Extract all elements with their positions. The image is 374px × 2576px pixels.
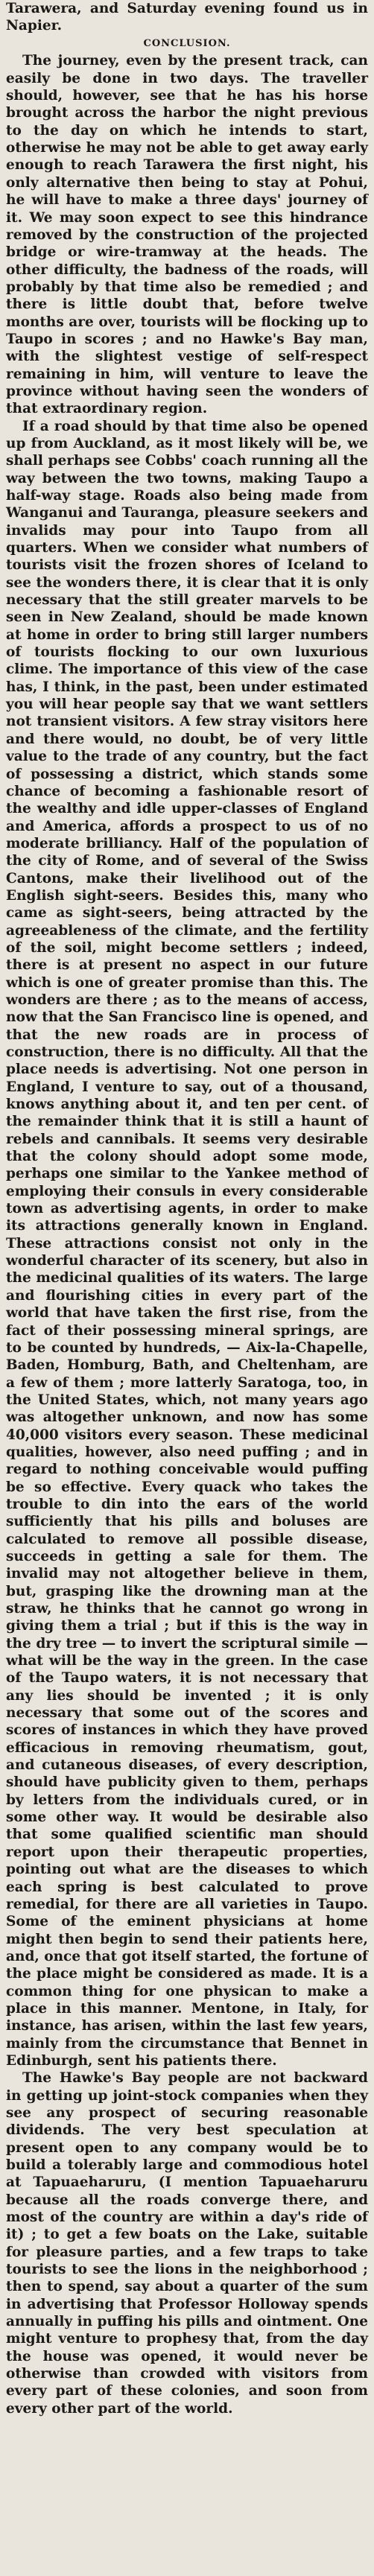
paragraph-3: The Hawke's Bay people are not backward in getting up joint-stock companies when they see any prospect of securing reasonable dividends. The very best speculation at present open to any company would be to build a tolerably large and commodious hotel at Tapuaeharuru, (I mention Tapuaeharuru because all the roads converge there, and most of the country are within a day's ride of it) ; to get a few boats on the Lake, suitable for pleasure parties, and a few traps to take tourists to see the lions in the neighborhood ; then to spend, say about a quarter of the sum in advertising that Professor Holloway spends annually in puffing his pills and ointment. One might venture to prophesy that, from the day the house was opened, it would never be otherwise than crowded with visitors from every part of these colonies, and soon from every other part of the world. xyxy=(6,2070,368,2417)
section-heading: CONCLUSION. xyxy=(143,38,231,50)
paragraph-1: The journey, even by the present track, can easily be done in two days. The traveller should, however, see that he has his horse brought across the harbor the night previous to the day on which he intends to start, otherwise he may not be able to get away early enough to reach Tarawera the first night, his only alternative then being to stay at Pohui, he will have to make a three days' journey of it. We may soon expect to see this hindrance removed by the construction of the projected bridge or wire-tramway at the heads. The other difficulty, the badness of the roads, will probably by that time also be remedied ; and there is little doubt that, before twelve months are over, tourists will be flocking up to Taupo in scores ; and no Hawke's Bay man, with the slightest vestige of self-respect remaining in him, will venture to leave the province without having seen the wonders of that extraordinary region. xyxy=(6,53,368,417)
lead-text: Tarawera, and Saturday evening found us in Napier. xyxy=(6,1,368,34)
paragraph-2: If a road should by that time also be opened up from Auckland, as it most likely will be, we shall perhaps see Cobbs' coach running all the way between the two towns, making Taupo a half-way stage. Roads also being made from Wanganui and Tauranga, pleasure seekers and invalids may pour into Taupo from all quarters. When we consider what numbers of tourists visit the frozen shores of Iceland to see the wonders there, it is clear that it is only necessary that the still greater marvels to be seen in New Zealand, should be made known at home in order to bring still larger numbers of tourists flocking to our own luxurious clime. The importance of this view of the case has, I think, in the past, been under estimated you will hear people say that we want settlers not transient visitors. A few stray visitors here and there would, no doubt, be of very little value to the trade of any country, but the fact of possessing a district, which stands some chance of becoming a fashionable resort of the wealthy and idle upper-classes of England and America, affords a prospect to us of no moderate brilliancy. Half of the population of the city of Rome, and of several of the Swiss Cantons, make their livelihood out of the English sight-seers. Besides this, many who came as sight-seers, being attracted by the agreeableness of the climate, and the fertility of the soil, might become settlers ; indeed, there is at present no aspect in our future which is one of greater promise than this. The wonders are there ; as to the means of access, now that the San Francisco line is opened, and that the new roads are in process of construction, there is no difficulty. All that the place needs is advertising. Not one person in England, I venture to say, out of a thousand, knows anything about it, and ten per cent. of the remainder think that it is still a haunt of rebels and cannibals. It seems very desirable that the colony should adopt some mode, perhaps one similar to the Yankee method of employing their consuls in every considerable town as advertising agents, in order to make its attractions generally known in England. These attractions consist not only in the wonderful character of its scenery, but also in the medicinal qualities of its waters. The large and flourishing cities in every part of the world that have taken the first rise, from the fact of their possessing mineral springs, are to be counted by hundreds, — Aix-la-Chapelle, Baden, Homburg, Bath, and Cheltenham, are a few of them ; more latterly Saratoga, too, in the United States, which, not many years ago was altogether unknown, and now has some 40,000 visitors every season. These medicinal qualities, however, also need puffing ; and in regard to nothing conceivable would puffing be so effective. Every quack who takes the trouble to din into the ears of the world sufficiently that his pills and boluses are calculated to remove all possible disease, succeeds in getting a sale for them. The invalid may not altogether believe in them, but, grasping like the drowning man at the straw, he thinks that he cannot go wrong in giving them a trial ; but if this is the way in the dry tree — to invert the scriptural simile — what will be the way in the green. In the case of the Taupo waters, it is not necessary that any lies should be invented ; it is only necessary that some out of the scores and scores of instances in which they have proved efficacious in removing rheumatism, gout, and cutaneous diseases, of every description, should have publicity given to them, perhaps by letters from the individuals cured, or in some other way. It would be desirable also that some qualified scientific man should report upon their therapeutic properties, pointing out what are the diseases to which each spring is best calculated to prove remedial, for there are all varieties in Taupo. Some of the eminent physicians at home might then begin to send their patients here, and, once that got itself started, the fortune of the place might be considered as made. It is a common thing for one physican to make a place in this manner. Mentone, in Italy, for instance, has arisen, within the last few years, mainly from the circumstance that Bennet in Edinburgh, sent his patients there. xyxy=(6,418,368,2069)
newspaper-column xyxy=(4,0,370,2576)
